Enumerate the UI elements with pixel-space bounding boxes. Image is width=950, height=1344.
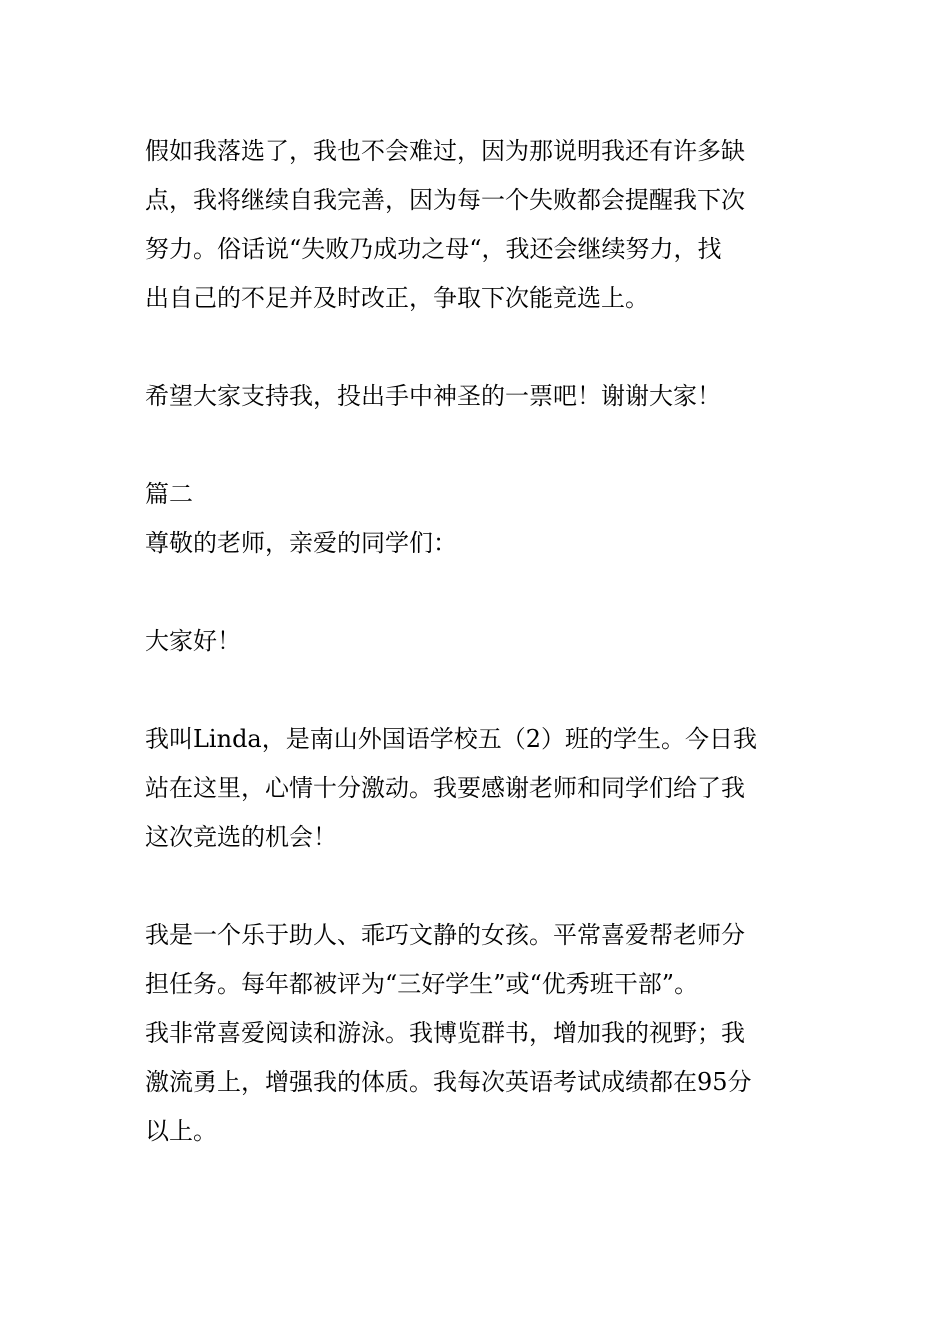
text-line: 点，我将继续自我完善，因为每一个失败都会提醒我下次 <box>145 186 745 214</box>
text-line: 尊敬的老师，亲爱的同学们： <box>145 529 457 557</box>
text-line: 大家好！ <box>145 627 241 655</box>
section-heading <box>145 470 810 519</box>
paragraph-defeat-attitude <box>145 127 810 323</box>
paragraph-introduction <box>145 715 810 862</box>
text-line: 这次竞选的机会！ <box>145 823 337 851</box>
section-title: 篇二 <box>145 480 193 508</box>
text-line: 出自己的不足并及时改正，争取下次能竞选上。 <box>145 284 649 312</box>
paragraph-self-description <box>145 911 810 1156</box>
text-line: 假如我落选了，我也不会难过，因为那说明我还有许多缺 <box>145 137 745 165</box>
text-line: 我叫Linda，是南山外国语学校五（2）班的学生。今日我 <box>145 725 758 753</box>
text-line: 我是一个乐于助人、乖巧文静的女孩。平常喜爱帮老师分 <box>145 921 745 949</box>
text-line: 站在这里，心情十分激动。我要感谢老师和同学们给了我 <box>145 774 745 802</box>
text-line: 我非常喜爱阅读和游泳。我博览群书，增加我的视野；我 <box>145 1019 745 1047</box>
greeting <box>145 617 810 666</box>
text-line: 激流勇上，增强我的体质。我每次英语考试成绩都在95分 <box>145 1068 752 1096</box>
text-line: 以上。 <box>145 1117 217 1145</box>
document-body <box>145 127 810 1156</box>
text-line: 希望大家支持我，投出手中神圣的一票吧！谢谢大家！ <box>145 382 721 410</box>
text-line: 担任务。每年都被评为“三好学生”或“优秀班干部”。 <box>145 970 699 998</box>
paragraph-closing-appeal <box>145 372 810 421</box>
text-line: 努力。俗话说“失败乃成功之母“，我还会继续努力，找 <box>145 235 722 263</box>
salutation <box>145 519 810 568</box>
